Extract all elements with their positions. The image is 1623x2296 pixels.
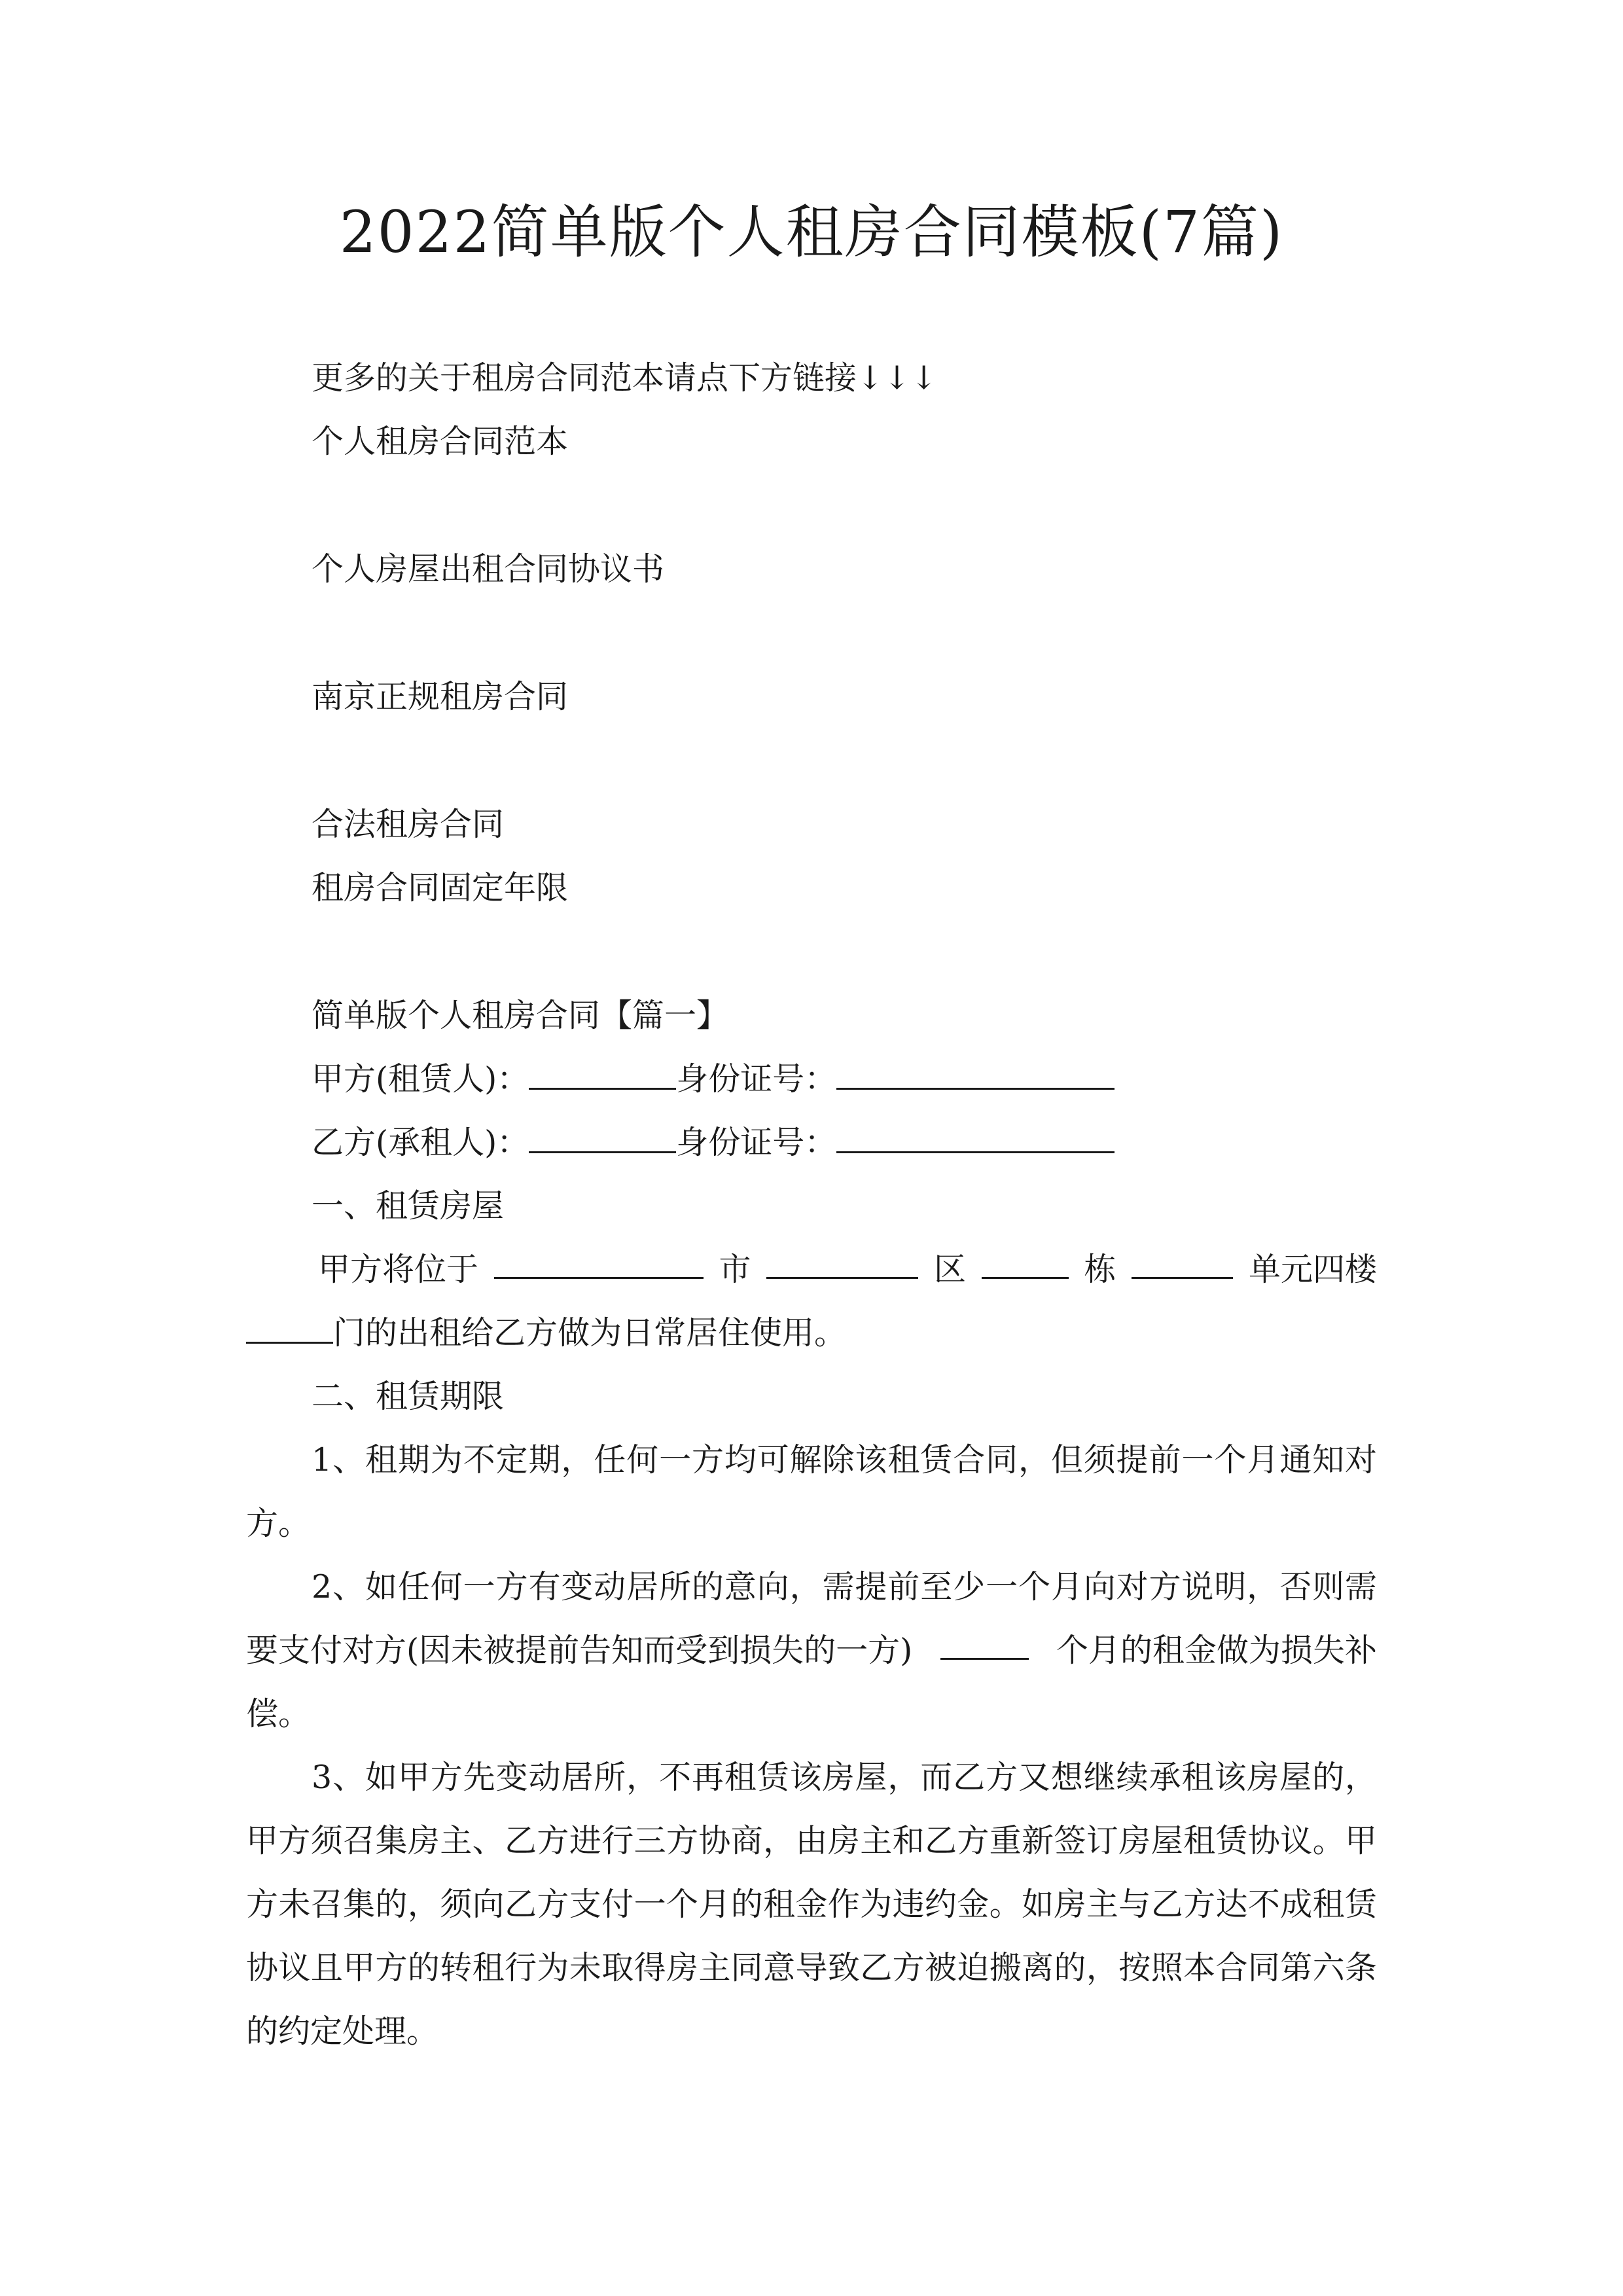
clause2-line: 偿。 bbox=[246, 1695, 311, 1732]
district-blank bbox=[766, 1247, 918, 1279]
building-blank bbox=[982, 1247, 1069, 1279]
clause3-line: 协议且甲方的转租行为未取得房主同意导致乙方被迫搬离的，按照本合同第六条 bbox=[246, 1949, 1377, 1986]
part1-heading: 简单版个人租房合同【篇一】 bbox=[312, 997, 729, 1034]
address-line bbox=[318, 1247, 1377, 1293]
address-text: 区 bbox=[933, 1251, 966, 1288]
party-a-id-blank bbox=[836, 1058, 1115, 1090]
link-item[interactable]: 合法租房合同 bbox=[312, 806, 505, 843]
links-intro: 更多的关于租房合同范本请点下方链接↓↓↓ bbox=[312, 359, 938, 397]
party-b-line bbox=[312, 1120, 1115, 1166]
document-title: 2022简单版个人租房合同模板(7篇) bbox=[339, 198, 1284, 266]
section1-title: 一、租赁房屋 bbox=[312, 1187, 505, 1225]
clause2-text: 要支付对方(因未被提前告知而受到损失的一方) bbox=[246, 1632, 913, 1669]
section2-title: 二、租赁期限 bbox=[312, 1378, 505, 1415]
clause2-line: 2、如任何一方有变动居所的意向，需提前至少一个月向对方说明，否则需 bbox=[312, 1568, 1377, 1605]
address-text: 门的出租给乙方做为日常居住使用。 bbox=[333, 1314, 847, 1352]
link-item[interactable]: 个人租房合同范本 bbox=[312, 423, 569, 460]
clause1-line: 1、租期为不定期，任何一方均可解除该租赁合同，但须提前一个月通知对 bbox=[312, 1441, 1377, 1479]
party-a-line bbox=[312, 1056, 1115, 1102]
clause3-line: 的约定处理。 bbox=[246, 2013, 439, 2050]
link-item[interactable]: 个人房屋出租合同协议书 bbox=[312, 550, 665, 588]
unit-blank bbox=[1132, 1247, 1233, 1279]
address-text: 市 bbox=[719, 1251, 751, 1288]
party-a-label: 甲方(租赁人)： bbox=[312, 1060, 529, 1098]
address-text: 单元四楼 bbox=[1248, 1251, 1377, 1288]
party-b-name-blank bbox=[529, 1121, 676, 1153]
door-blank bbox=[246, 1312, 333, 1344]
id-label: 身份证号： bbox=[676, 1060, 837, 1098]
months-blank bbox=[940, 1628, 1029, 1660]
address-text: 甲方将位于 bbox=[318, 1251, 479, 1288]
city-blank bbox=[494, 1247, 704, 1279]
party-a-name-blank bbox=[529, 1058, 676, 1090]
party-b-label: 乙方(承租人)： bbox=[312, 1124, 529, 1161]
clause3-line: 3、如甲方先变动居所，不再租赁该房屋，而乙方又想继续承租该房屋的， bbox=[312, 1759, 1377, 1796]
clause2-text: 个月的租金做为损失补 bbox=[1056, 1632, 1377, 1669]
party-b-id-blank bbox=[836, 1121, 1115, 1153]
link-item[interactable]: 租房合同固定年限 bbox=[312, 869, 569, 906]
address-text: 栋 bbox=[1084, 1251, 1116, 1288]
clause3-line: 甲方须召集房主、乙方进行三方协商，由房主和乙方重新签订房屋租赁协议。甲 bbox=[246, 1822, 1377, 1859]
clause2-line bbox=[246, 1628, 1377, 1674]
clause3-line: 方未召集的，须向乙方支付一个月的租金作为违约金。如房主与乙方达不成租赁 bbox=[246, 1886, 1377, 1923]
address-line-2 bbox=[246, 1310, 846, 1356]
id-label: 身份证号： bbox=[676, 1124, 837, 1161]
clause1-line: 方。 bbox=[246, 1505, 311, 1542]
link-item[interactable]: 南京正规租房合同 bbox=[312, 678, 569, 715]
